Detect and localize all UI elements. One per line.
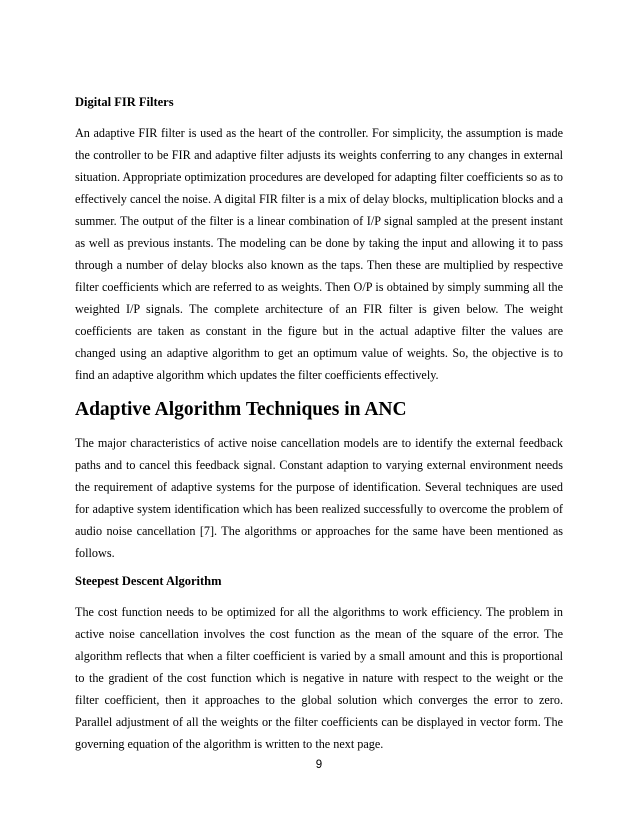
heading-adaptive-algorithm-techniques: Adaptive Algorithm Techniques in ANC [75,399,407,420]
paragraph-adaptive-algorithms: The major characteristics of active noise cancellation models are to identify the external feedback paths and to cancel this feedback signal. Constant adaption to varying external environment needs the requirement of adaptive systems for the purpose of identification. Several techniques are used for adaptive system identification which has been realized successfully to overcome the problem of audio noise cancellation [7]. The algorithms or approaches for the same have been mentioned as follows. [75,436,563,560]
paragraph-fir-filters: An adaptive FIR filter is used as the heart of the controller. For simplicity, the assumption is made the controller to be FIR and adaptive filter adjusts its weights conferring to any changes in external situation. Appropriate optimization procedures are developed for adapting filter coefficients so as to effectively cancel the noise. A digital FIR filter is a mix of delay blocks, multiplication blocks and a summer. The output of the filter is a linear combination of I/P signal sampled at the present instant as well as previous instants. The modeling can be done by taking the input and allowing it to pass through a number of delay blocks also known as the taps. Then these are multiplied by respective filter coefficients which are referred to as weights. Then O/P is obtained by simply summing all the weighted I/P signals. The complete architecture of an FIR filter is given below. The weight coefficients are taken as constant in the figure but in the actual adaptive filter the values are changed using an adaptive algorithm to get an optimum value of weights. So, the objective is to find an adaptive algorithm which updates the filter coefficients effectively. [75,126,563,382]
page-number: 9 [315,759,323,771]
heading-digital-fir-filters: Digital FIR Filters [75,95,174,109]
page-content [75,94,563,755]
heading-steepest-descent: Steepest Descent Algorithm [75,574,222,588]
paragraph-steepest-descent: The cost function needs to be optimized for all the algorithms to work efficiency. The problem in active noise cancellation involves the cost function as the mean of the square of the error. The algorithm reflects that when a filter coefficient is varied by a small amount and this is proportional to the gradient of the cost function which is negative in nature with respect to the weight or the filter coefficient, then it approaches to the global solution which converges the error to zero. Parallel adjustment of all the weights or the filter coefficients can be displayed in vector form. The governing equation of the algorithm is written to the next page. [75,605,563,751]
